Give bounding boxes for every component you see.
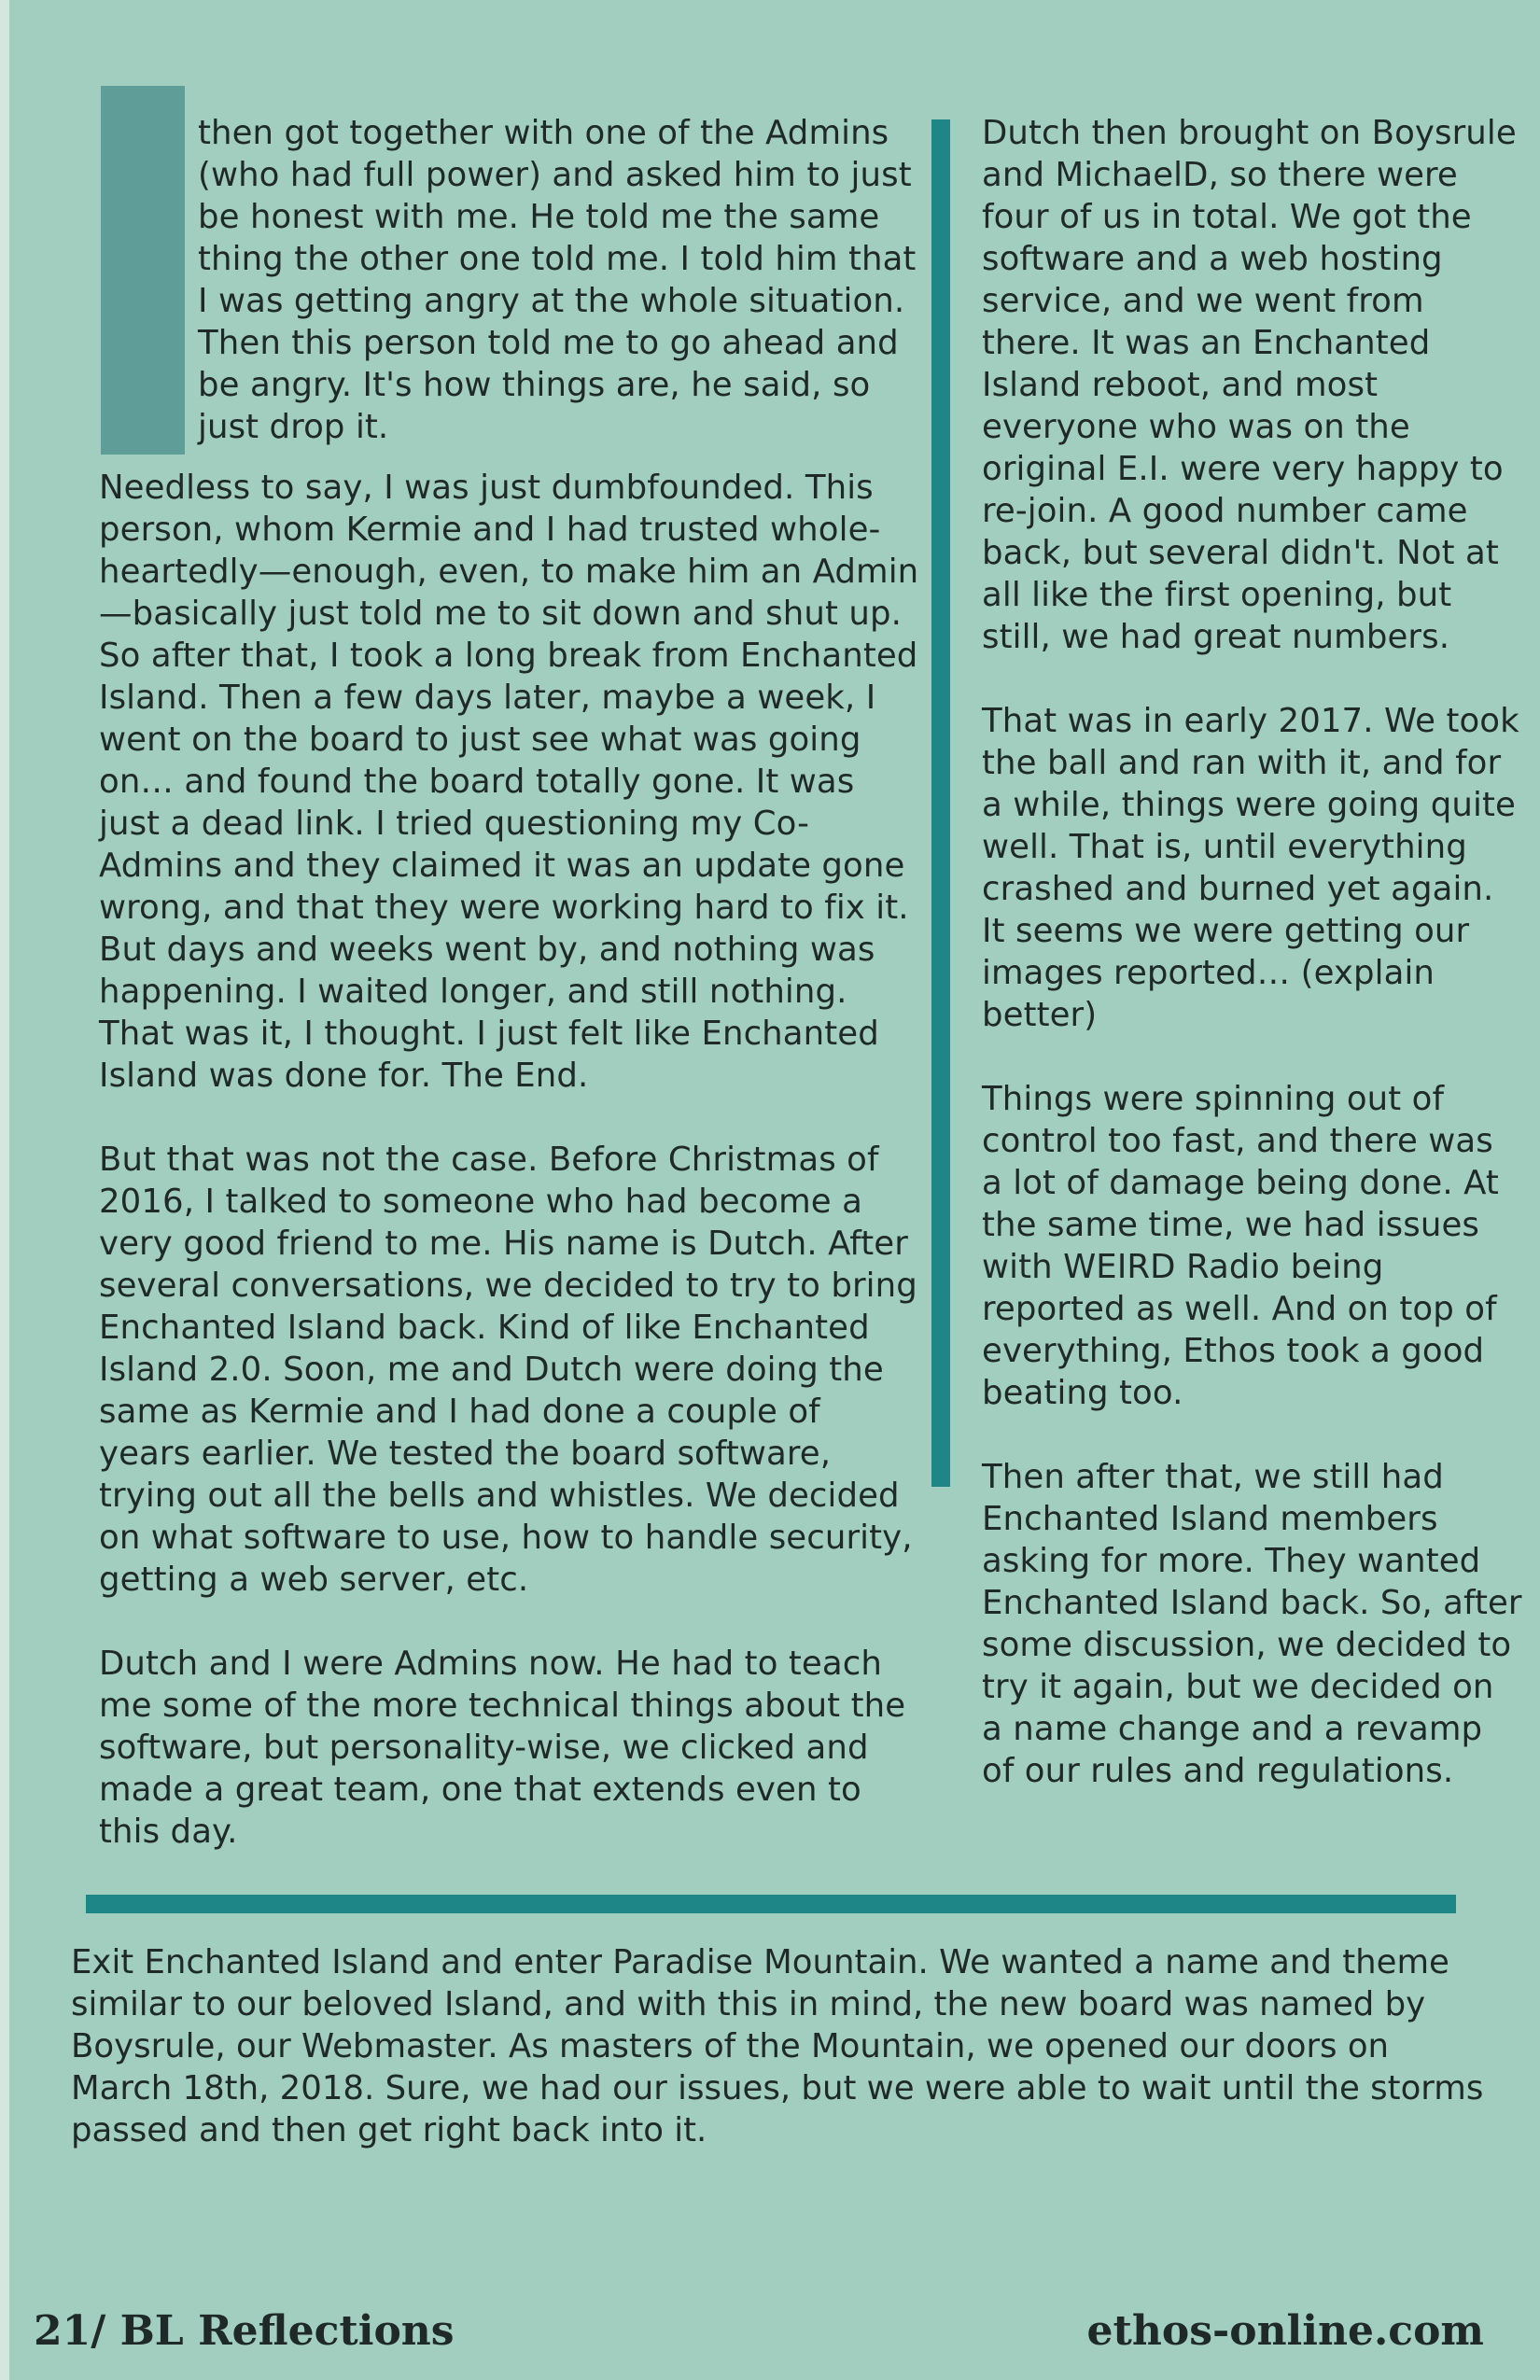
right-paragraph-3: Things were spinning out of control too fast, and there was a lot of damage being done. At the same time, we had issues with WEIRD Radio being reported as well. And on top of everything, Ethos took a good beating too. (982, 1080, 1499, 1412)
left-column (99, 467, 920, 1853)
column-divider-bar (931, 119, 950, 1487)
left-paragraph-1: Needless to say, I was just dumbfounded. This person, whom Kermie and I had trusted whole-heartedly—enough, even, to make him an Admin—basically just told me to sit down and shut up. So after that, I took a long break from Enchanted Island. Then a few days later, maybe a week, I went on the board to just see what was going on… and found the board totally gone. It was just a dead link. I tried questioning my Co-Admins and they claimed it was an update gone wrong, and that they were working hard to fix it. But days and weeks went by, and nothing was happening. I waited longer, and still nothing. That was it, I thought. I just felt like Enchanted Island was done for. The End. (99, 469, 919, 1095)
intro-paragraph: then got together with one of the Admins (who had full power) and asked him to just be honest with me. He told me the same thing the other one told me. I told him that I was getting angry at the whole situation. Then this person told me to go ahead and be angry. It's how things are, he said, so just drop it. (198, 114, 917, 446)
right-paragraph-4: Then after that, we still had Enchanted Island members asking for more. They wanted Enchanted Island back. So, after some discussion, we decided to try it again, but we decided on a name change and a revamp of our rules and regulations. (982, 1458, 1522, 1790)
bottom-paragraph: Exit Enchanted Island and enter Paradise Mountain. We wanted a name and theme similar to our beloved Island, and with this in mind, the new board was named by Boysrule, our Webmaster. As masters of the Mountain, we opened our doors on March 18th, 2018. Sure, we had our issues, but we were able to wait until the storms passed and then get right back into it. (71, 1943, 1484, 2149)
intro-paragraph-column (198, 112, 935, 448)
left-paragraph-2: But that was not the case. Before Christmas of 2016, I talked to someone who had become a very good friend to me. His name is Dutch. After several conversations, we decided to try to bring Enchanted Island back. Kind of like Enchanted Island 2.0. Soon, me and Dutch were doing the same as Kermie and I had done a couple of years earlier. We tested the board software, trying out all the bells and whistles. We decided on what software to use, how to handle security, getting a web server, etc. (99, 1141, 917, 1599)
left-paragraph-3: Dutch and I were Admins now. He had to teach me some of the more technical things about the software, but personality-wise, we clicked and made a great team, one that extends even to this day. (99, 1645, 906, 1851)
drop-cap-block (101, 86, 185, 455)
page-edge (0, 0, 9, 2380)
right-paragraph-1: Dutch then brought on Boysrule and MichaelD, so there were four of us in total. We got the software and a web hosting service, and we went from there. It was an Enchanted Island reboot, and most everyone who was on the original E.I. were very happy to re-join. A good number came back, but several didn't. Not at all like the first opening, but still, we had great numbers. (982, 114, 1517, 656)
footer-website-link[interactable]: ethos-online.com (1086, 2307, 1484, 2355)
right-column (982, 112, 1523, 1792)
horizontal-rule (86, 1895, 1456, 1913)
right-paragraph-2: That was in early 2017. We took the ball and ran with it, and for a while, things were going quite well. That is, until everything crashed and burned yet again. It seems we were getting our images reported… (explain better) (982, 702, 1519, 1034)
footer-page-label: 21/ BL Reflections (34, 2307, 455, 2355)
bottom-section (71, 1941, 1490, 2151)
